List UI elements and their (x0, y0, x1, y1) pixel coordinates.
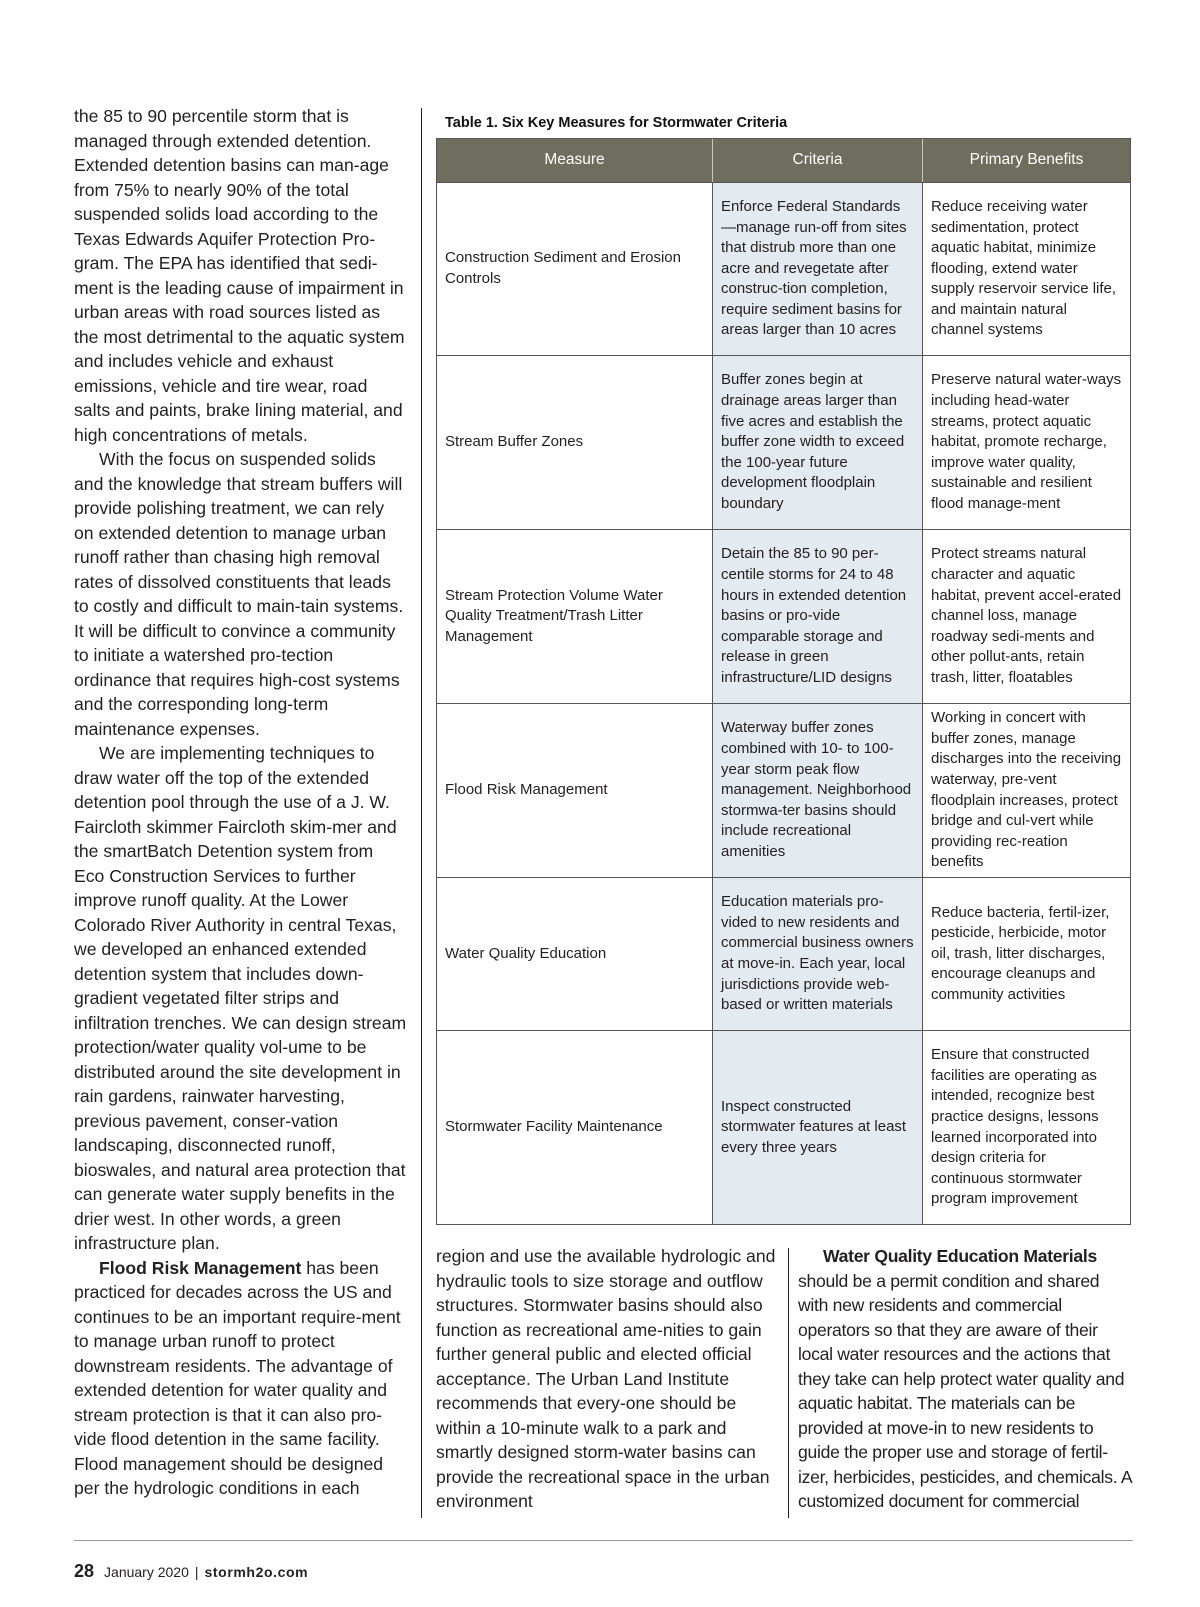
benefits-cell: Ensure that constructed facilities are operating as intended, recognize best practice designs, lessons learned incorporated into design criteria for continuous stormwater program improvement (931, 1046, 1099, 1208)
footer-separator: | (194, 1564, 199, 1580)
table-title: Table 1. Six Key Measures for Stormwater Criteria (445, 115, 788, 131)
footer-rule (74, 1540, 1133, 1541)
table-row (437, 1030, 1130, 1224)
paragraph-text: has been practiced for decades across the US and continues to be an important require-ment to manage urban runoff to protect downstream residents. The advantage of extended detention for water quality and stream protection is that it can also pro-vide flood detention in the same facility. Flood management should be designed per the hydrologic conditions in each (74, 1257, 401, 1498)
measure-cell: Flood Risk Management (437, 704, 713, 877)
measure-cell: Construction Sediment and Erosion Controls (437, 183, 713, 355)
education-materials-heading: Water Quality Education Materials (823, 1246, 1097, 1266)
table-row (437, 529, 1130, 703)
criteria-cell: Waterway buffer zones combined with 10- to 100-year storm peak flow management. Neighborhood stormwa-ter basins should include recreational amenities (713, 704, 923, 877)
paragraph: the 85 to 90 percentile storm that is managed through extended detention. Extended detention basins can man-age from 75% to nearly 90% of the total suspended solids load according to the Texas Edwards Aquifer Protection Pro-gram. The EPA has identified that sedi-ment is the leading cause of impairment in urban areas with road sources listed as the most detrimental to the aquatic system and includes vehicle and exhaust emissions, vehicle and tire wear, road salts and paints, brake lining material, and high concentrations of metals. (74, 106, 405, 445)
benefits-cell: Reduce bacteria, fertil-izer, pesticide, herbicide, motor oil, trash, litter discharges, encourage cleanups and community activities (931, 903, 1110, 1003)
table-row (437, 182, 1130, 355)
table-header-row (437, 139, 1130, 182)
measure-cell: Stream Protection Volume Water Quality Treatment/Trash Litter Management (437, 530, 713, 703)
paragraph (74, 1256, 408, 1501)
column-divider (421, 108, 422, 1518)
benefits-cell: Reduce receiving water sedimentation, protect aquatic habitat, minimize flooding, extend water supply reservoir service life, and maintain natural channel systems (931, 197, 1117, 339)
measure-cell: Stormwater Facility Maintenance (437, 1031, 713, 1224)
header-measure: Measure (437, 139, 713, 182)
issue-date: January 2020 (104, 1564, 189, 1580)
page-footer (74, 1561, 308, 1582)
criteria-cell: Detain the 85 to 90 per-centile storms for 24 to 48 hours in extended detention basins or pro-vide comparable storage and release in green infrastructure/LID designs (713, 530, 923, 703)
paragraph (798, 1244, 1133, 1514)
paragraph: We are implementing techniques to draw water off the top of the extended detention pool through the use of a J. W. Faircloth skimmer Faircloth skim-mer and the smartBatch Detention system from Eco Construction Services to further improve runoff quality. At the Lower Colorado River Authority in central Texas, we developed an enhanced extended detention system that includes down-gradient vegetated filter strips and infiltration trenches. We can design stream protection/water quality vol-ume to be distributed around the site development in rain gardens, rainwater harvesting, previous pavement, conser-vation landscaping, disconnected runoff, bioswales, and natural area protection that can generate water supply benefits in the drier west. In other words, a green infrastructure plan. (74, 743, 407, 1253)
measures-table (436, 138, 1131, 1225)
benefits-cell: Working in concert with buffer zones, manage discharges into the receiving waterway, pre-vent floodplain increases, protect bridge and cul-vert while providing rec-reation benefits (931, 709, 1122, 871)
criteria-cell: Enforce Federal Standards—manage run-off from sites that distrub more than one acre and revegetate after construc-tion completion, require sediment basins for areas larger than 10 acres (713, 183, 923, 355)
column-divider (788, 1248, 789, 1518)
page-number: 28 (74, 1561, 95, 1581)
header-criteria: Criteria (713, 139, 923, 182)
criteria-cell: Buffer zones begin at drainage areas larger than five acres and establish the buffer zone width to exceed the 100-year future development floodplain boundary (713, 356, 923, 529)
header-benefits: Primary Benefits (923, 139, 1130, 182)
right-text-column (798, 1244, 1133, 1514)
measure-cell: Water Quality Education (437, 878, 713, 1030)
paragraph-text: should be a permit condition and shared with new residents and commercial operators so that they are aware of their local water resources and the actions that they take can help protect water quality and aquatic habitat. The materials can be provided at move-in to new residents to guide the proper use and storage of fertil-izer, herbicides, pesticides, and chemicals. A customized document for commercial (798, 1270, 1132, 1511)
criteria-cell: Inspect constructed stormwater features at least every three years (713, 1031, 923, 1224)
left-text-column (74, 104, 408, 1501)
paragraph: region and use the available hydrologic and hydraulic tools to size storage and outflow structures. Stormwater basins should also function as recreational ame-nities to gain further general public and elected official acceptance. The Urban Land Institute recommends that every-one should be within a 10-minute walk to a park and smartly designed storm-water basins can provide the recreational space in the urban environment (436, 1246, 776, 1511)
measure-cell: Stream Buffer Zones (437, 356, 713, 529)
table-row (437, 703, 1130, 877)
criteria-cell: Education materials pro-vided to new residents and commercial business owners at move-in. Each year, local jurisdictions provide web- based or written materials (713, 878, 923, 1030)
benefits-cell: Preserve natural water-ways including head-water streams, protect aquatic habitat, promote recharge, improve water quality, sustainable and resilient flood manage-ment (931, 371, 1122, 512)
paragraph: With the focus on suspended solids and the knowledge that stream buffers will provide polishing treatment, we can rely on extended detention to manage urban runoff rather than chasing high removal rates of dissolved constituents that leads to costly and difficult to main-tain systems. It will be difficult to convince a community to initiate a watershed pro-tection ordinance that requires high-cost systems and the corresponding long-term maintenance expenses. (74, 449, 404, 739)
table-row (437, 877, 1130, 1030)
flood-risk-heading: Flood Risk Management (99, 1257, 302, 1278)
website-link[interactable]: stormh2o.com (204, 1564, 309, 1580)
benefits-cell: Protect streams natural character and aquatic habitat, prevent accel-erated channel loss, manage roadway sedi-ments and other pollut-ants, retain trash, litter, floatables (931, 545, 1122, 686)
middle-text-column (436, 1244, 776, 1514)
table-row (437, 355, 1130, 529)
